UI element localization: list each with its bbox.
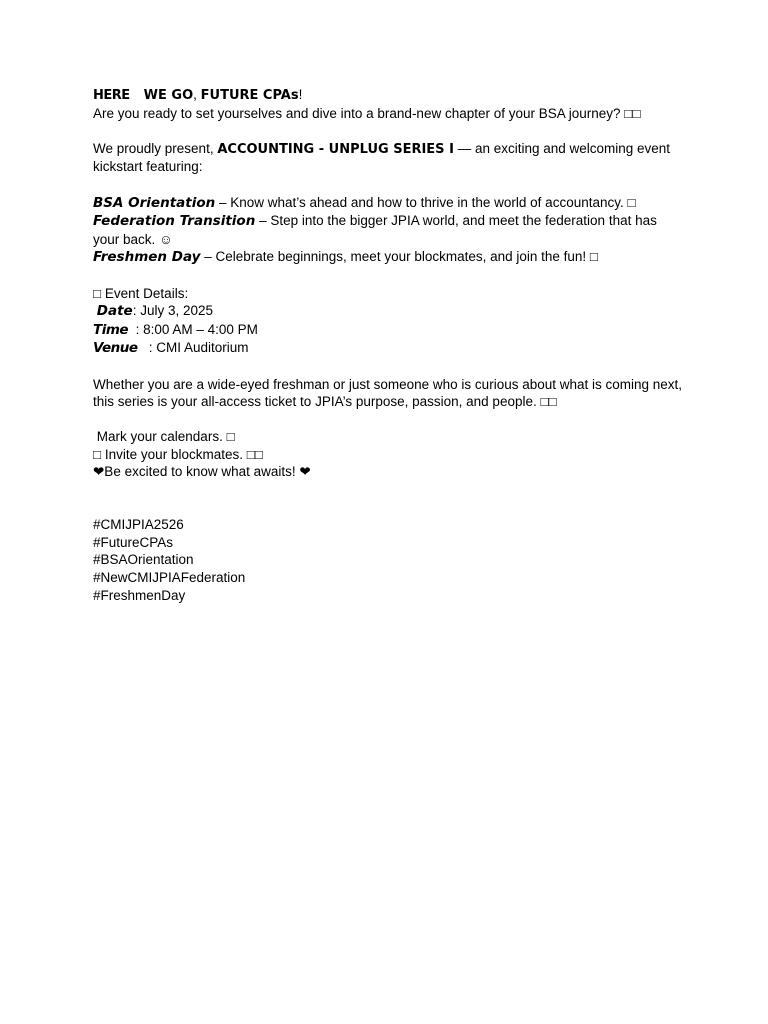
feature-item [93, 212, 683, 248]
feature-item [93, 194, 683, 213]
feature-desc: – Step into the bigger JPIA world, and meet the federation that has your back. ☺ [93, 213, 657, 247]
hashtag: #BSAOrientation [93, 552, 194, 568]
feature-name: Federation Transition [93, 213, 256, 230]
event-venue-label: Venue [93, 340, 138, 357]
hashtag: #FutureCPAs [93, 534, 174, 550]
event-details-heading: □ Event Details: [93, 285, 189, 301]
feature-item [93, 248, 683, 267]
presentation-paragraph [93, 140, 683, 176]
series-name: ACCOUNTING - UNPLUG SERIES I [217, 141, 454, 157]
event-date-label: Date [96, 303, 133, 320]
closing-paragraph: Whether you are a wide-eyed freshman or just someone who is curious about what is coming next, this series is your all-access ticket to JPIA’s purpose, passion, and people. □□ [93, 376, 683, 410]
presentation-lead: We proudly present, [93, 140, 214, 156]
headline-separator: , [193, 87, 197, 102]
cta-be-excited: ❤Be excited to know what awaits! ❤ [93, 464, 311, 480]
event-time-value: : 8:00 AM – 4:00 PM [135, 321, 258, 337]
event-time [93, 321, 683, 340]
feature-desc: – Celebrate beginnings, meet your blockmates, and join the fun! □ [204, 249, 599, 265]
feature-desc: – Know what’s ahead and how to thrive in the world of accountancy. □ [218, 194, 636, 210]
headline-word-here: HERE [93, 88, 130, 103]
cta-invite-blockmates: □ Invite your blockmates. □□ [93, 446, 264, 462]
feature-name: BSA Orientation [93, 194, 216, 211]
hashtag: #NewCMIJPIAFederation [93, 570, 246, 586]
presentation-tail: — an exciting and welcoming event kickstart featuring: [93, 140, 671, 175]
hashtag: #FreshmenDay [93, 587, 186, 603]
document-body [93, 86, 683, 604]
event-time-label: Time [93, 321, 129, 338]
feature-name: Freshmen Day [93, 249, 201, 266]
headline-exclamation: ! [298, 87, 303, 102]
cta-mark-calendars: Mark your calendars. □ [96, 429, 235, 445]
event-date [93, 302, 683, 321]
event-venue-value: : CMI Auditorium [148, 340, 249, 356]
event-date-value: : July 3, 2025 [132, 303, 214, 319]
intro-text: Are you ready to set yourselves and dive into a brand-new chapter of your BSA journey? □□ [93, 105, 641, 121]
hashtag: #CMIJPIA2526 [93, 517, 184, 533]
headline-word-we-go: WE GO [143, 88, 194, 103]
event-venue [93, 339, 683, 358]
headline [93, 86, 683, 105]
headline-future-cpas: FUTURE CPAs [200, 88, 299, 103]
